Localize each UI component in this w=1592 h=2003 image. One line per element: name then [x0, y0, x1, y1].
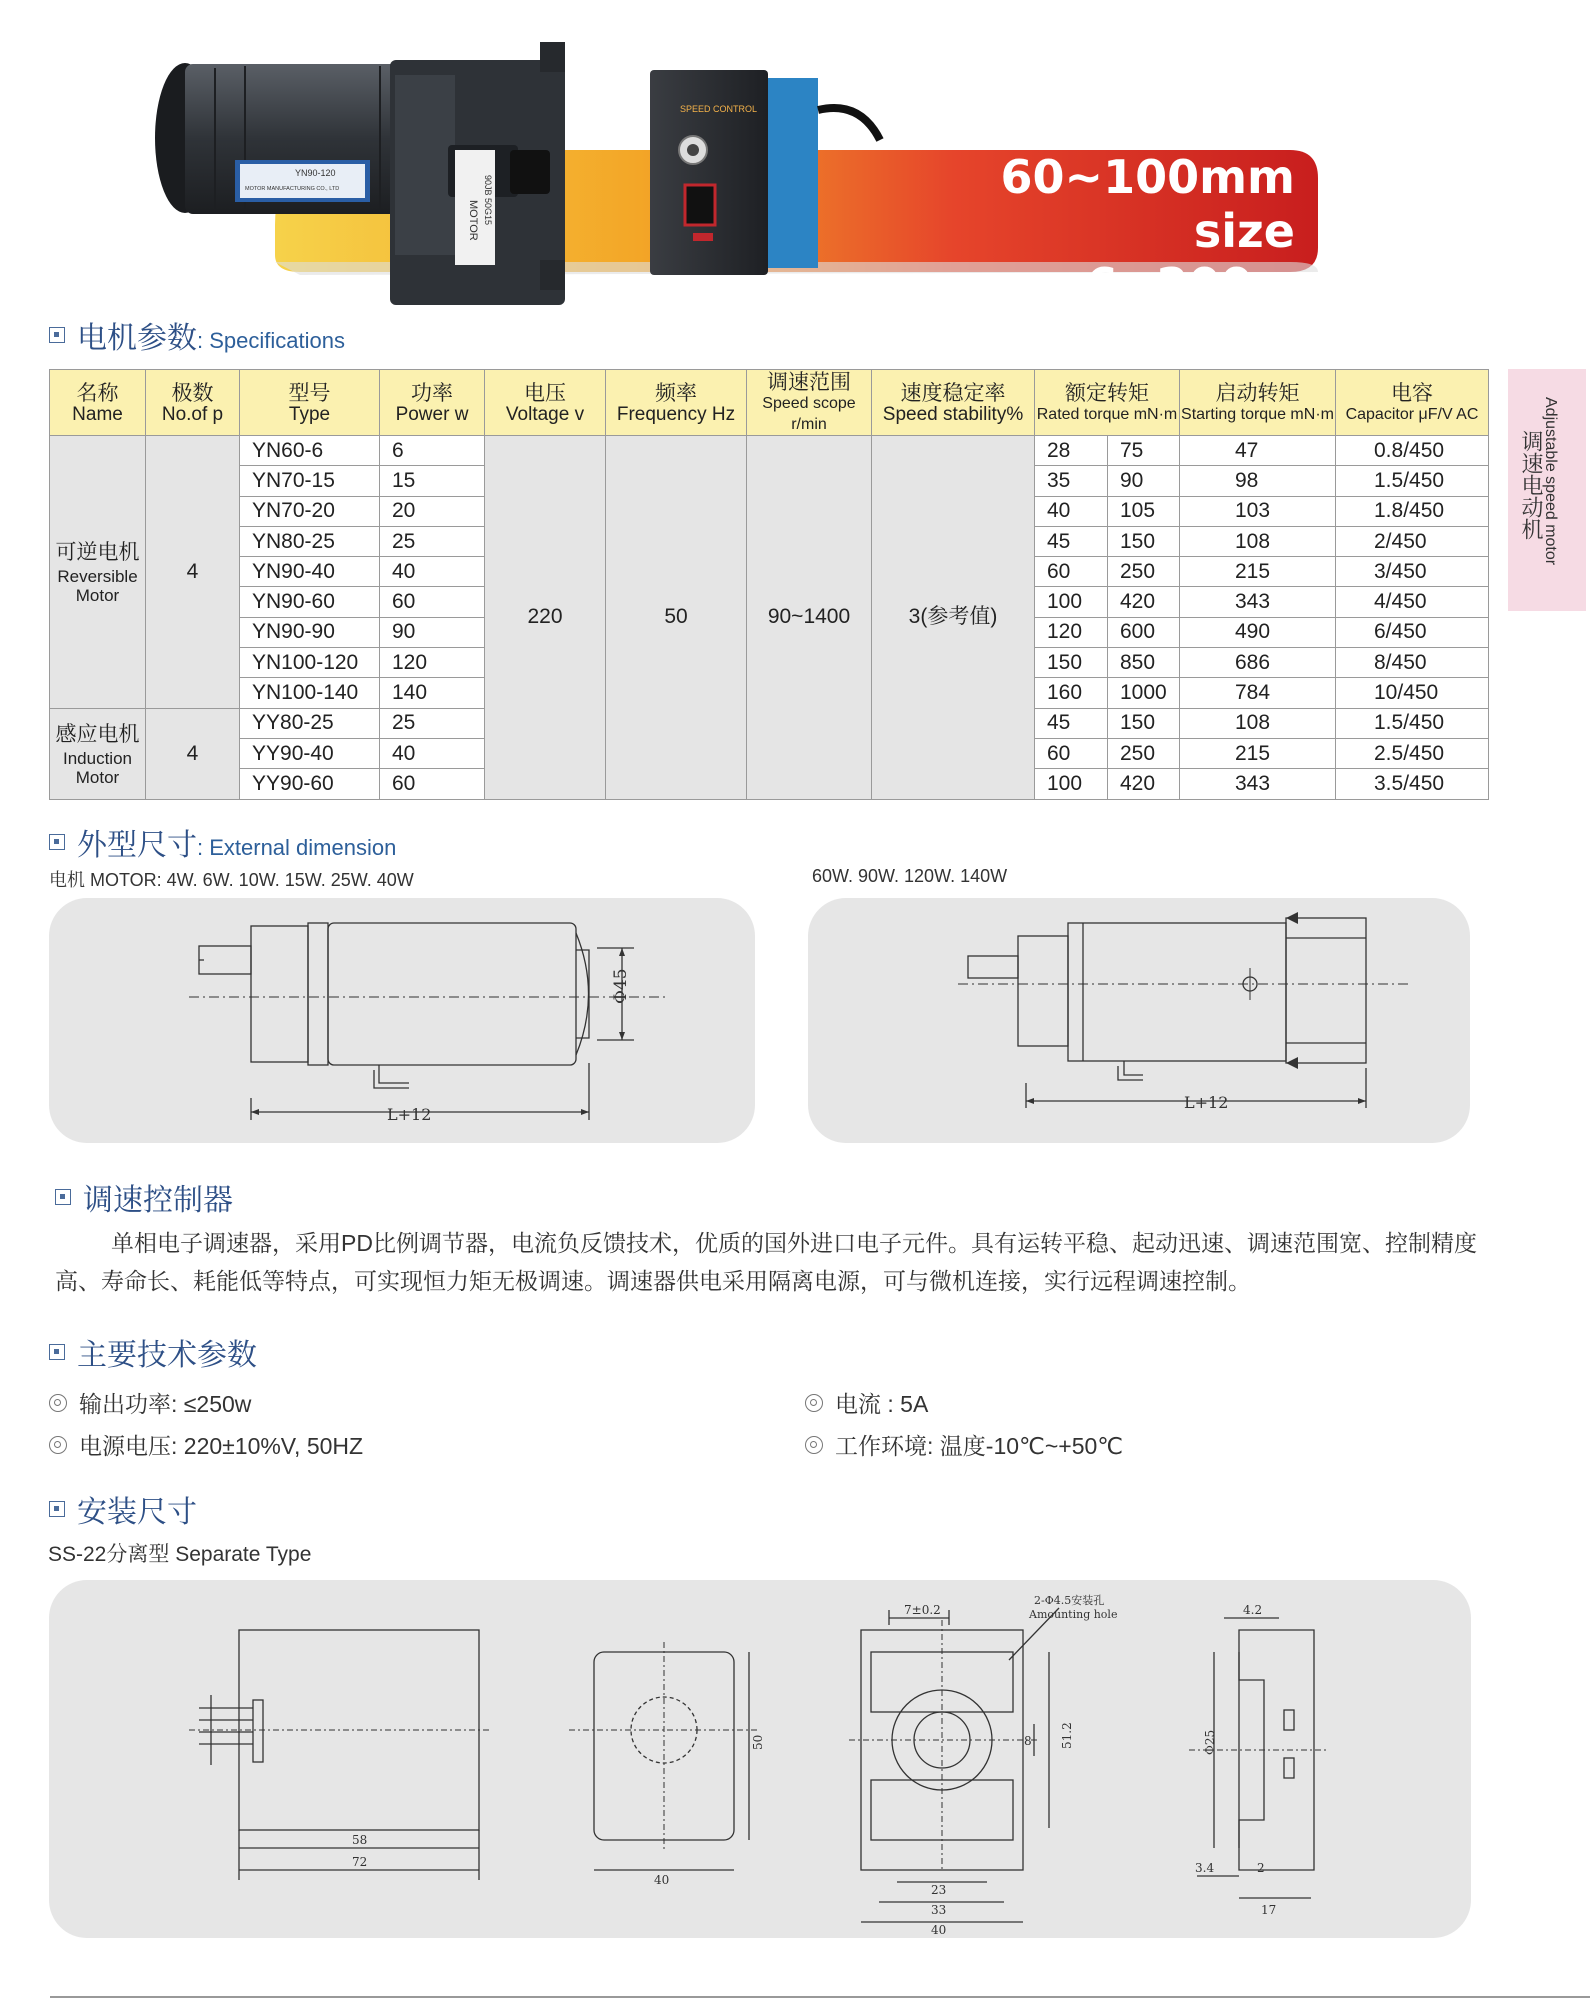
cell-rated-torque-b: 420: [1108, 769, 1180, 799]
install-heading: [49, 1487, 197, 1531]
cell-stability: 3(参考值): [872, 436, 1035, 800]
controller-heading-zh: 调速控制器: [83, 1183, 233, 1218]
cell-power: 140: [380, 678, 485, 708]
cell-rated-torque-b: 150: [1108, 708, 1180, 738]
controller-heading: [55, 1175, 233, 1219]
size-line-1: 60~100mm size: [1000, 150, 1295, 258]
cell-power: 120: [380, 648, 485, 678]
cell-starting-torque: 103: [1180, 496, 1336, 526]
cell-type: YN70-15: [240, 466, 380, 496]
cell-capacitor: 1.5/450: [1336, 466, 1489, 496]
cell-type: YY90-60: [240, 769, 380, 799]
param-text: 工作环境: 温度-10℃~+50℃: [835, 1433, 1124, 1459]
cell-rated-torque-b: 600: [1108, 617, 1180, 647]
cell-voltage: 220: [485, 436, 606, 800]
cell-capacitor: 4/450: [1336, 587, 1489, 617]
motor-outline-small: [49, 898, 755, 1143]
cell-starting-torque: 215: [1180, 738, 1336, 768]
cell-rated-torque-b: 150: [1108, 526, 1180, 556]
cell-rated-torque-a: 40: [1035, 496, 1108, 526]
cell-frequency: 50: [606, 436, 747, 800]
cell-rated-torque-b: 105: [1108, 496, 1180, 526]
cell-rated-torque-b: 420: [1108, 587, 1180, 617]
param-current: [805, 1386, 928, 1419]
cell-rated-torque-b: 850: [1108, 648, 1180, 678]
group-reversible: 可逆电机 Reversible Motor: [50, 436, 146, 709]
bullet-icon: [49, 1394, 67, 1412]
cell-starting-torque: 215: [1180, 557, 1336, 587]
cell-capacitor: 8/450: [1336, 648, 1489, 678]
cell-power: 90: [380, 617, 485, 647]
cell-rated-torque-a: 120: [1035, 617, 1108, 647]
dim-72: 72: [352, 1855, 368, 1869]
specs-heading-zh: 电机参数: [77, 321, 197, 356]
header-stability: 速度稳定率 Speed stability%: [872, 370, 1035, 436]
side-tab-en: Adjustable speed motor: [1542, 397, 1559, 566]
cell-capacitor: 3.5/450: [1336, 769, 1489, 799]
side-tab-zh: 调速电动机: [1519, 430, 1544, 540]
section-icon: [55, 1189, 71, 1205]
specs-heading-en: : Specifications: [197, 328, 345, 353]
dim-40-base: 40: [931, 1923, 947, 1937]
cell-power: 60: [380, 587, 485, 617]
caption-right: 60W. 90W. 120W. 140W: [812, 866, 1008, 886]
external-heading-en: : External dimension: [197, 835, 397, 860]
header-rated-torque: 额定转矩 Rated torque mN·m: [1035, 370, 1180, 436]
param-supply-voltage: [49, 1428, 363, 1461]
cell-capacitor: 1.5/450: [1336, 708, 1489, 738]
dim-33: 33: [931, 1903, 947, 1917]
motor-code: 90JB 50G15: [483, 175, 493, 226]
external-heading-zh: 外型尺寸: [77, 828, 197, 863]
table-row: [50, 436, 1489, 466]
install-heading-zh: 安装尺寸: [77, 1495, 197, 1530]
cell-starting-torque: 108: [1180, 526, 1336, 556]
header-starting-torque: 启动转矩 Starting torque mN·m: [1180, 370, 1336, 436]
cell-rated-torque-a: 160: [1035, 678, 1108, 708]
cell-starting-torque: 47: [1180, 436, 1336, 466]
tech-heading-zh: 主要技术参数: [77, 1338, 257, 1373]
motor-drawing-large: [808, 898, 1470, 1143]
dim-hole-en: Amounting hole: [1029, 1608, 1118, 1621]
dim-17: 17: [1261, 1903, 1277, 1917]
cell-rated-torque-a: 100: [1035, 769, 1108, 799]
hero-banner: [0, 0, 1592, 310]
header-name: 名称 Name: [50, 370, 146, 436]
cell-rated-torque-a: 60: [1035, 557, 1108, 587]
dim-length-large: L+12: [1184, 1093, 1229, 1112]
param-environment: [805, 1428, 1123, 1461]
section-icon: [49, 327, 65, 343]
motor-label: YN90-120: [295, 168, 336, 178]
size-headline: [900, 150, 1295, 312]
param-output-power: [49, 1386, 251, 1419]
cell-type: YN70-20: [240, 496, 380, 526]
size-line-2: 6~200w: [1085, 258, 1295, 312]
table-header-row: [50, 370, 1489, 436]
dim-50: 50: [751, 1734, 765, 1750]
cell-rated-torque-b: 250: [1108, 557, 1180, 587]
cell-rated-torque-b: 250: [1108, 738, 1180, 768]
cell-starting-torque: 343: [1180, 769, 1336, 799]
spec-table: [49, 369, 1489, 800]
cell-type: YN90-60: [240, 587, 380, 617]
cell-starting-torque: 784: [1180, 678, 1336, 708]
cell-rated-torque-b: 1000: [1108, 678, 1180, 708]
cell-capacitor: 1.8/450: [1336, 496, 1489, 526]
cell-power: 25: [380, 708, 485, 738]
param-text: 输出功率: ≤250w: [79, 1391, 252, 1417]
cell-rated-torque-a: 45: [1035, 708, 1108, 738]
dim-51: 51.2: [1060, 1722, 1074, 1749]
poles-induction: 4: [146, 708, 240, 799]
cell-power: 40: [380, 738, 485, 768]
install-subtitle: SS-22分离型 Separate Type: [48, 1543, 312, 1566]
cell-power: 25: [380, 526, 485, 556]
header-type: 型号 Type: [240, 370, 380, 436]
param-text: 电源电压: 220±10%V, 50HZ: [79, 1433, 364, 1459]
bullet-icon: [49, 1436, 67, 1454]
bullet-icon: [805, 1436, 823, 1454]
poles-reversible: 4: [146, 436, 240, 709]
cell-type: YY80-25: [240, 708, 380, 738]
controller-label: SPEED CONTROL: [680, 104, 758, 114]
cell-rated-torque-a: 150: [1035, 648, 1108, 678]
specs-heading: [49, 313, 345, 357]
motor-outline-large: [808, 898, 1470, 1143]
dim-7: 7±0.2: [904, 1603, 941, 1617]
cell-power: 20: [380, 496, 485, 526]
cell-type: YN90-40: [240, 557, 380, 587]
cell-starting-torque: 686: [1180, 648, 1336, 678]
cell-power: 60: [380, 769, 485, 799]
cell-capacitor: 2.5/450: [1336, 738, 1489, 768]
param-text: 电流 : 5A: [835, 1391, 929, 1417]
caption-left: 电机 MOTOR: 4W. 6W. 10W. 15W. 25W. 40W: [49, 870, 414, 890]
cell-type: YN100-140: [240, 678, 380, 708]
cell-starting-torque: 343: [1180, 587, 1336, 617]
header-capacitor: 电容 Capacitor μF/V AC: [1336, 370, 1489, 436]
cell-power: 15: [380, 466, 485, 496]
dim-23: 23: [931, 1883, 947, 1897]
cell-power: 6: [380, 436, 485, 466]
header-voltage: 电压 Voltage v: [485, 370, 606, 436]
header-poles: 极数 No.of p: [146, 370, 240, 436]
motor-side-label: MOTOR: [467, 200, 479, 241]
cell-type: YN100-120: [240, 648, 380, 678]
cell-capacitor: 0.8/450: [1336, 436, 1489, 466]
install-drawings: [49, 1580, 1471, 1938]
cell-capacitor: 6/450: [1336, 617, 1489, 647]
cell-rated-torque-b: 75: [1108, 436, 1180, 466]
cell-type: YN60-6: [240, 436, 380, 466]
motor-drawing-small: [49, 898, 755, 1143]
section-icon: [49, 834, 65, 850]
cell-starting-torque: 108: [1180, 708, 1336, 738]
section-icon: [49, 1501, 65, 1517]
cell-type: YY90-40: [240, 738, 380, 768]
dim-58: 58: [352, 1833, 368, 1847]
dim-hole-zh: 2-Φ4.5安装孔: [1034, 1594, 1105, 1607]
product-photo: [0, 0, 1592, 310]
dim-length: L+12: [387, 1105, 432, 1124]
install-drawings-panel: [49, 1580, 1471, 1938]
external-heading: [49, 820, 396, 864]
cell-rated-torque-a: 45: [1035, 526, 1108, 556]
cell-rated-torque-a: 60: [1035, 738, 1108, 768]
cell-capacitor: 3/450: [1336, 557, 1489, 587]
header-frequency: 频率 Frequency Hz: [606, 370, 747, 436]
cell-type: YN90-90: [240, 617, 380, 647]
dim-phi25: Φ25: [1203, 1729, 1217, 1755]
cell-type: YN80-25: [240, 526, 380, 556]
cell-rated-torque-a: 100: [1035, 587, 1108, 617]
cell-rated-torque-a: 35: [1035, 466, 1108, 496]
cell-rated-torque-a: 28: [1035, 436, 1108, 466]
dim-diameter: Φ45: [611, 968, 631, 1004]
group-induction: 感应电机 Induction Motor: [50, 708, 146, 799]
section-icon: [49, 1344, 65, 1360]
cell-starting-torque: 490: [1180, 617, 1336, 647]
header-power: 功率 Power w: [380, 370, 485, 436]
cell-speed-scope: 90~1400: [747, 436, 872, 800]
dim-4-2: 4.2: [1243, 1603, 1263, 1617]
cell-capacitor: 10/450: [1336, 678, 1489, 708]
dim-40-front: 40: [654, 1873, 670, 1887]
cell-capacitor: 2/450: [1336, 526, 1489, 556]
footer-divider: [50, 1996, 1590, 1998]
bullet-icon: [805, 1394, 823, 1412]
dim-3-4: 3.4: [1195, 1861, 1215, 1875]
cell-rated-torque-b: 90: [1108, 466, 1180, 496]
dim-2: 2: [1257, 1861, 1265, 1875]
motor-brand: MOTOR MANUFACTURING CO., LTD: [245, 186, 340, 192]
cell-power: 40: [380, 557, 485, 587]
dim-8: 8: [1024, 1734, 1032, 1748]
controller-description: 单相电子调速器，采用PD比例调节器，电流负反馈技术，优质的国外进口电子元件。具有运转平稳、起动迅速、调速范围宽、控制精度高、寿命长、耗能低等特点，可实现恒力矩无极调速。调速器供电采用隔离电源，可与微机连接，实行远程调速控制。: [55, 1230, 1477, 1294]
tech-heading: [49, 1330, 257, 1374]
header-speed-scope: 调速范围 Speed scope r/min: [747, 370, 872, 436]
cell-starting-torque: 98: [1180, 466, 1336, 496]
